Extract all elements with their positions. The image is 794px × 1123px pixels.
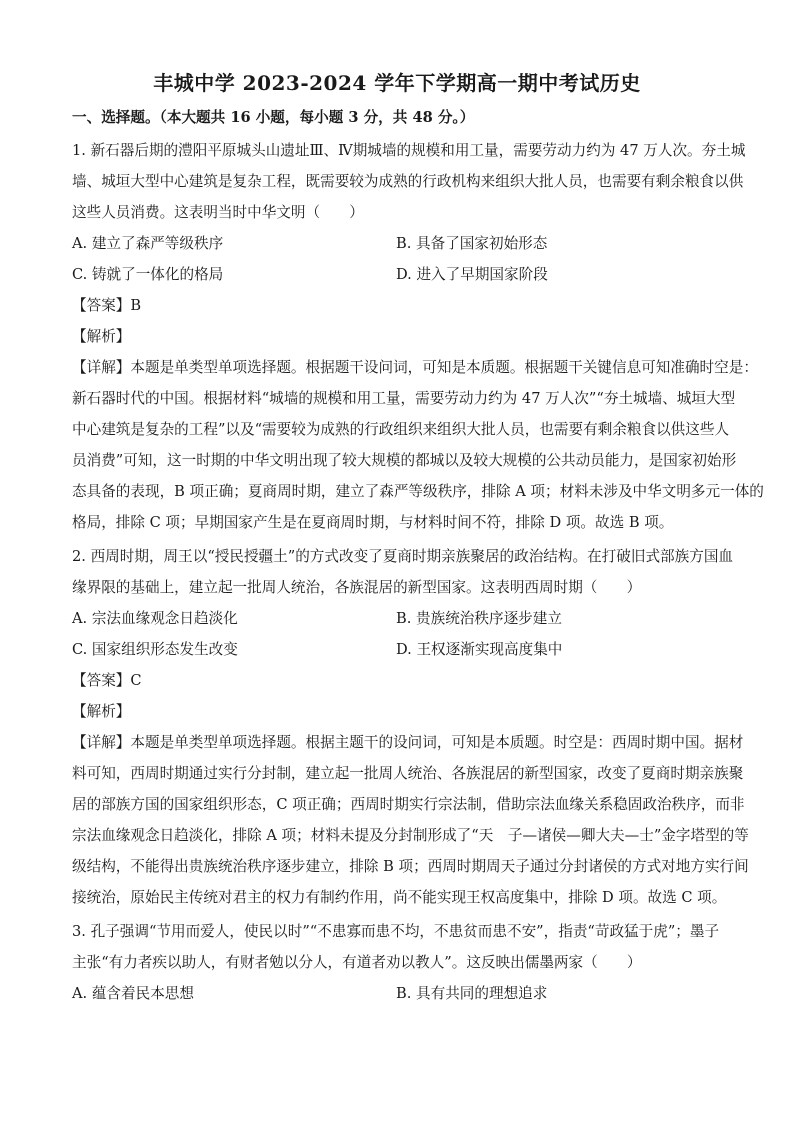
- page-title: 丰城中学 2023-2024 学年下学期高一期中考试历史: [153, 71, 641, 95]
- q1-analysis-label: 【解析】: [72, 328, 131, 345]
- q2-analysis-label: 【解析】: [72, 703, 131, 720]
- q1-detail-line: 员消费”可知，这一时期的中华文明出现了较大规模的都城以及较大规模的公共动员能力，是国家初始形: [72, 452, 737, 469]
- q1-stem-line: 墙、城垣大型中心建筑是复杂工程，既需要较为成熟的行政机构来组织大批人员，也需要有剩余粮食以供: [72, 173, 744, 190]
- q2-detail-line: 接统治，原始民主传统对君主的权力有制约作用，尚不能实现王权高度集中，排除 D 项。故选 C 项。: [72, 889, 727, 906]
- q2-option-d: D. 王权逐渐实现高度集中: [396, 641, 563, 658]
- q1-detail-line: 【详解】本题是单类型单项选择题。根据题干设问词，可知是本质题。根据题干关键信息可知准确时空是：: [72, 359, 758, 376]
- q3-option-b: B. 具有共同的理想追求: [396, 985, 548, 1002]
- q1-answer: 【答案】B: [72, 297, 142, 314]
- q2-stem-line: 2. 西周时期，周王以“授民授疆土”的方式改变了夏商时期亲族聚居的政治结构。在打破旧式部族方国血: [72, 548, 734, 565]
- q1-detail-line: 中心建筑是复杂的工程”以及“需要较为成熟的行政组织来组织大批人员，也需要有剩余粮食以供这些人: [72, 421, 730, 438]
- q1-detail-line: 格局，排除 C 项；早期国家产生是在夏商周时期，与材料时间不符，排除 D 项。故选 B 项。: [72, 514, 674, 531]
- q2-answer: 【答案】C: [72, 672, 142, 689]
- q1-stem-line: 这些人员消费。这表明当时中华文明（ ）: [72, 204, 364, 221]
- q1-option-b: B. 具备了国家初始形态: [396, 235, 548, 252]
- q1-option-a: A. 建立了森严等级秩序: [72, 235, 224, 252]
- q1-stem-line: 1. 新石器后期的澧阳平原城头山遗址Ⅲ、Ⅳ期城墙的规模和用工量，需要劳动力约为 47 万人次。夯土城: [72, 142, 746, 159]
- q2-detail-line: 级结构，不能得出贵族统治秩序逐步建立，排除 B 项；西周时期周天子通过分封诸侯的方式对地方实行间: [72, 858, 749, 875]
- q3-stem-line: 主张“有力者疾以助人，有财者勉以分人，有道者劝以教人”。这反映出儒墨两家（ ）: [72, 954, 642, 971]
- q2-option-b: B. 贵族统治秩序逐步建立: [396, 610, 562, 627]
- q2-detail-line: 宗法血缘观念日趋淡化，排除 A 项；材料未提及分封制形成了“天 子—诸侯—卿大夫—士”金字塔型的等: [72, 827, 749, 844]
- q2-detail-line: 居的部族方国的国家组织形态，C 项正确；西周时期实行宗法制，借助宗法血缘关系稳固政治秩序，而非: [72, 796, 745, 813]
- q3-stem-line: 3. 孔子强调“节用而爱人，使民以时”“不患寡而患不均，不患贫而患不安”，指责“苛政猛于虎”；墨子: [72, 923, 720, 940]
- q1-option-d: D. 进入了早期国家阶段: [396, 266, 548, 283]
- q1-detail-line: 新石器时代的中国。根据材料“城墙的规模和用工量，需要劳动力约为 47 万人次”“夯土城墙、城垣大型: [72, 390, 736, 407]
- q2-detail-line: 【详解】本题是单类型单项选择题。根据主题干的设问词，可知是本质题。时空是：西周时期中国。据材: [72, 734, 744, 751]
- q2-option-a: A. 宗法血缘观念日趋淡化: [72, 610, 238, 627]
- q3-option-a: A. 蕴含着民本思想: [72, 985, 194, 1002]
- q1-option-c: C. 铸就了一体化的格局: [72, 266, 224, 283]
- q2-stem-line: 缘界限的基础上，建立起一批周人统治，各族混居的新型国家。这表明西周时期（ ）: [72, 579, 642, 596]
- q2-detail-line: 料可知，西周时期通过实行分封制，建立起一批周人统治、各族混居的新型国家，改变了夏商时期亲族聚: [72, 765, 744, 782]
- q1-detail-line: 态具备的表现，B 项正确；夏商周时期，建立了森严等级秩序，排除 A 项；材料未涉及中华文明多元一体的: [72, 483, 764, 500]
- section-heading: 一、选择题。（本大题共 16 小题，每小题 3 分，共 48 分。）: [72, 109, 475, 126]
- q2-option-c: C. 国家组织形态发生改变: [72, 641, 238, 658]
